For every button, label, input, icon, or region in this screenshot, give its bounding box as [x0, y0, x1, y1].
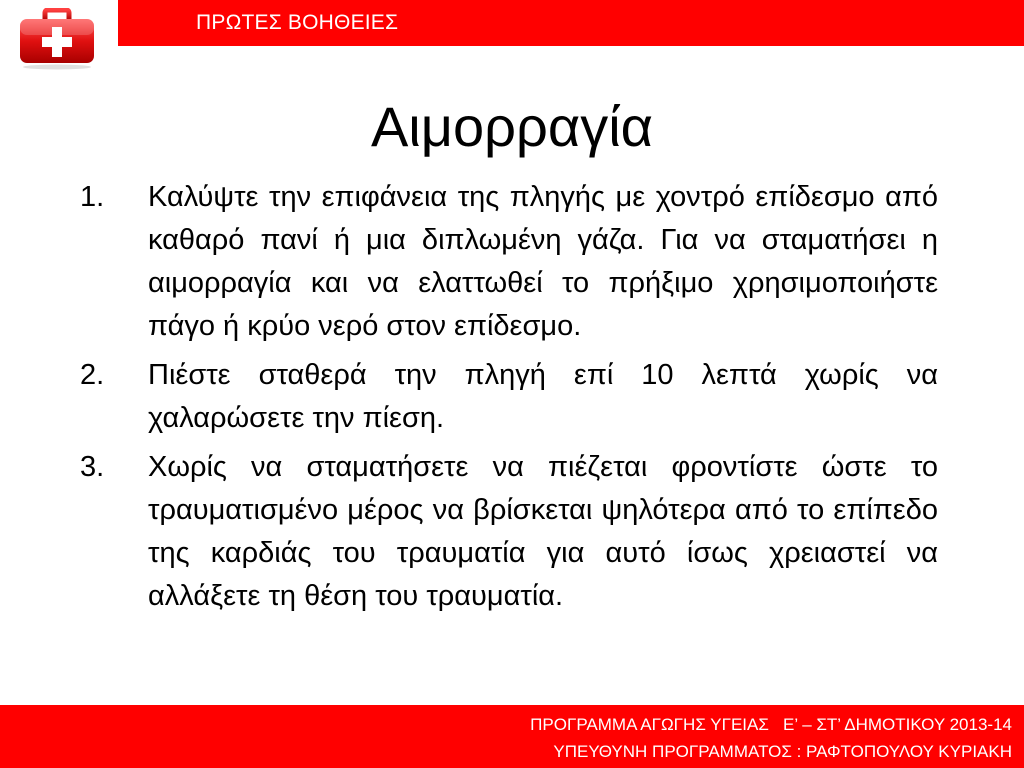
header-bar: [118, 0, 1024, 46]
first-aid-kit-icon: [18, 8, 96, 70]
list-item-number: 2.: [80, 359, 105, 391]
slide-heading: Αιμορραγία: [370, 95, 654, 158]
footer-responsible: ΥΠΕΥΘΥΝΗ ΠΡΟΓΡΑΜΜΑΤΟΣ : ΡΑΦΤΟΠΟΥΛΟΥ ΚΥΡΙΑΚΗ: [553, 742, 1012, 761]
list-item: [80, 354, 938, 440]
header-title: ΠΡΩΤΕΣ ΒΟΗΘΕΙΕΣ: [196, 11, 399, 34]
list-item-text: Καλύψτε την επιφάνεια της πληγής με χοντρό επίδεσμο από καθαρό πανί ή μια διπλωμένη γάζα. Για να σταματήσει η αιμορραγία και να ελαττωθεί το πρήξιμο χρησιμοποιήστε πάγο ή κρύο νερό στον επίδεσμο.: [148, 181, 938, 342]
instruction-list: [80, 176, 938, 624]
list-item-number: 1.: [80, 181, 105, 213]
footer-bar: [0, 705, 1024, 768]
list-item-text: Χωρίς να σταματήσετε να πιέζεται φροντίστε ώστε το τραυματισμένο μέρος να βρίσκεται ψηλότερα από το επίπεδο της καρδιάς του τραυματία για αυτό ίσως χρειαστεί να αλλάξετε τη θέση του τραυματία.: [148, 451, 938, 612]
list-item: [80, 446, 938, 618]
list-item: [80, 176, 938, 348]
list-item-text: Πιέστε σταθερά την πληγή επί 10 λεπτά χωρίς να χαλαρώσετε την πίεση.: [148, 359, 938, 434]
list-item-number: 3.: [80, 451, 105, 483]
footer-program: ΠΡΟΓΡΑΜΜΑ ΑΓΩΓΗΣ ΥΓΕΙΑΣ Ε’ – ΣΤ’ ΔΗΜΟΤΙΚΟΥ 2013-14: [530, 715, 1012, 734]
